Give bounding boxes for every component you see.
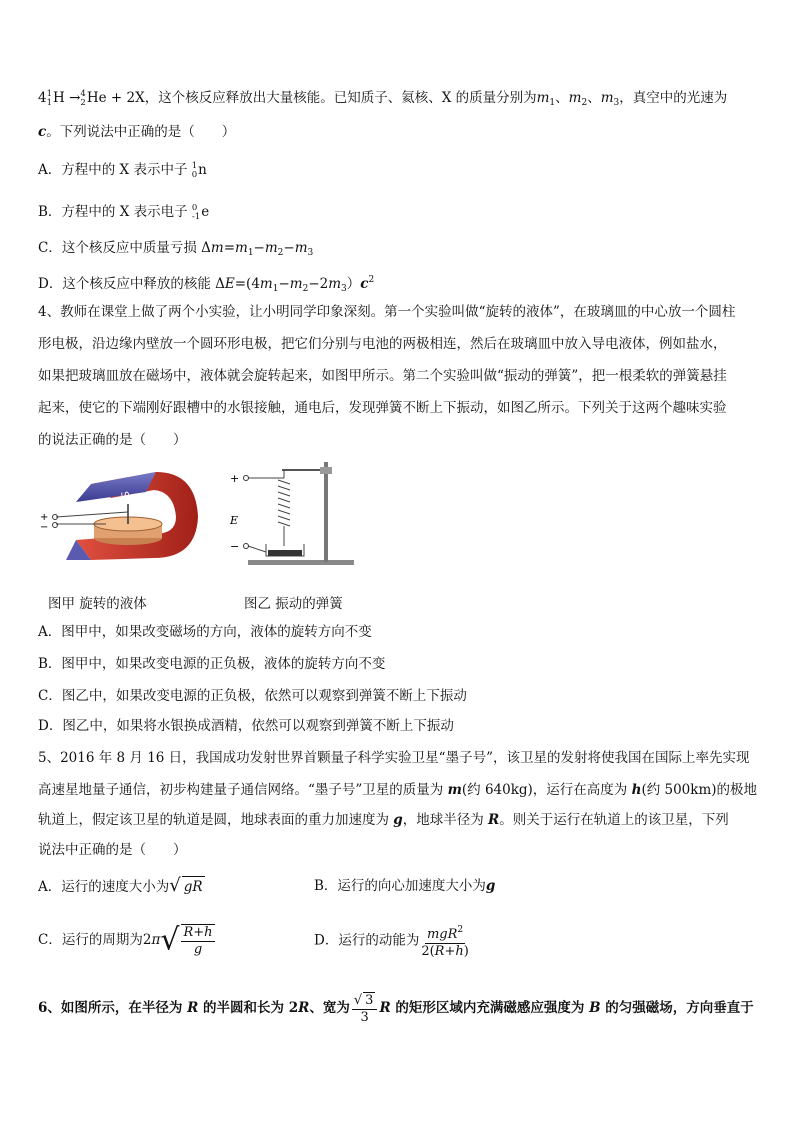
plus-sign: +	[40, 512, 49, 523]
q6-line-1: 6、如图所示，在半径为 R 的半圆和长为 2R、宽为 $\frac{√ 3}{3}$ R 的矩形区域内充满磁感应强度为 B 的匀强磁场，方向垂直于	[38, 992, 754, 1025]
q5-line-4: 说法中正确的是（ ）	[38, 842, 187, 858]
q5-line-3: 轨道上，假定该卫星的轨道是圆，地球表面的重力加速度为 g，地球半径为 R。则关于运行在轨道上的该卫星，下列	[38, 812, 729, 828]
q5-option-c: C．运行的周期为2π√ $\frac{R+h}{g}$	[38, 922, 213, 958]
plus-sign: +	[230, 472, 240, 485]
q3-option-a: A．方程中的 X 表示中子 1 0 n	[38, 161, 207, 180]
q3-stem-end: c。下列说法中正确的是（ ）	[38, 124, 236, 140]
q4-line-2: 形电极，沿边缘内壁放一个圆环形电极，把它们分别与电池的两极相连，然后在玻璃皿中放入导电液体，例如盐水，	[38, 336, 727, 352]
q5-line-2: 高速星地量子通信，初步构建量子通信网络。“墨子号”卫星的质量为 m(约 640kg)，运行在高度为 h(约 500km)的极地	[38, 782, 758, 798]
minus-sign: −	[40, 522, 49, 533]
q5-option-d: D．运行的动能为 $\frac{mgR^2}{2(R+h)}$	[314, 922, 471, 960]
emf-label: E	[230, 514, 239, 527]
q3-option-b: B．方程中的 X 表示电子 0 -1 e	[38, 203, 210, 222]
q4-option-b: B．图甲中，如果改变电源的正负极，液体的旋转方向不变	[38, 656, 386, 672]
q4-option-a: A．图甲中，如果改变磁场的方向，液体的旋转方向不变	[38, 624, 372, 640]
magnet-label: S	[118, 490, 130, 499]
q4-option-d: D．图乙中，如果将水银换成酒精，依然可以观察到弹簧不断上下振动	[38, 718, 454, 734]
minus-sign: −	[230, 540, 240, 553]
q4-line-3: 如果把玻璃皿放在磁场中，液体就会旋转起来，如图甲所示。第二个实验叫做“振动的弹簧”，把一根柔软的弹簧悬挂	[38, 368, 727, 384]
nuclear-equation: 4 1 1 H → 4 2 He + 2X	[38, 89, 145, 108]
q3-option-c: C．这个核反应中质量亏损 $\Delta m=m_1-m_2-m_3$	[38, 240, 314, 258]
figure-rotating-liquid	[36, 462, 202, 566]
figure-yi-caption: 图乙 振动的弹簧	[244, 596, 343, 612]
q5-option-b: B．运行的向心加速度大小为g	[314, 878, 496, 894]
q3-option-d: D．这个核反应中释放的核能 $\Delta E=(4m_1-m_2-2m_3)c^2$	[38, 275, 375, 294]
q4-line-1: 4、教师在课堂上做了两个小实验，让小明同学印象深刻。第一个实验叫做“旋转的液体”，在玻璃皿的中心放一个圆柱	[38, 304, 736, 320]
q4-line-5: 的说法正确的是（ ）	[38, 432, 187, 448]
figure-vibrating-spring	[226, 456, 356, 570]
q4-line-4: 起来，使它的下端刚好跟槽中的水银接触，通电后，发现弹簧不断上下振动，如图乙所示。下列关于这两个趣味实验	[38, 400, 727, 416]
figure-jia-caption: 图甲 旋转的液体	[48, 596, 147, 612]
q4-option-c: C．图乙中，如果改变电源的正负极，依然可以观察到弹簧不断上下振动	[38, 688, 467, 704]
q3-equation-line: 4 1 1 H → 4 2 He + 2X，这个核反应释放出大量核能。已知质子、氦核、X 的质量分别为$m_1$、$m_2$、$m_3$，真空中的光速为	[38, 89, 728, 108]
q5-line-1: 5、2016 年 8 月 16 日，我国成功发射世界首颗量子科学实验卫星“墨子号”，该卫星的发射将使我国在国际上率先实现	[38, 750, 750, 766]
q5-option-a: A．运行的速度大小为√ gR	[38, 875, 203, 896]
